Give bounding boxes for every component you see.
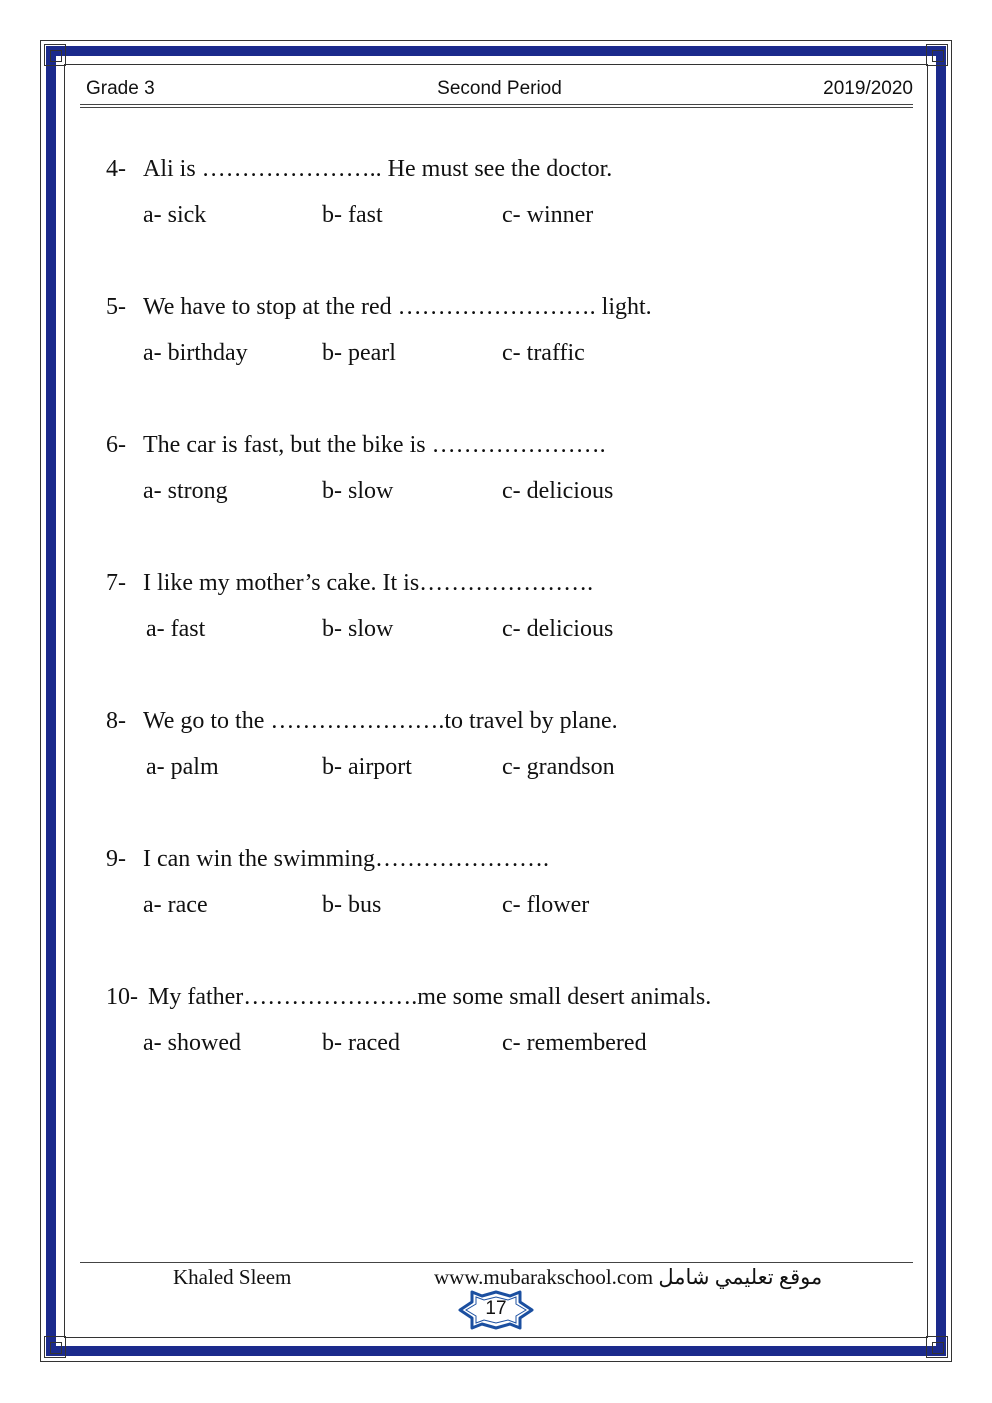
frame-corner-ornament [926,44,948,66]
option-c: c- grandson [502,754,615,780]
option-a: a- strong [143,478,228,504]
option-c: c- delicious [502,478,614,504]
option-b: b- slow [322,616,394,642]
frame-corner-ornament [44,1336,66,1358]
question-number: 4- [106,156,126,182]
header-divider [80,104,913,105]
option-c: c- remembered [502,1030,647,1056]
option-c: c- flower [502,892,590,918]
question-text: Ali is ………………….. He must see the doctor. [143,156,613,182]
question-text: I can win the swimming…………………. [143,846,549,872]
option-a: a- showed [143,1030,241,1056]
option-a: a- birthday [143,340,248,366]
option-a: a- sick [143,202,207,228]
option-c: c- traffic [502,340,585,366]
question-number: 6- [106,432,126,458]
question-text: I like my mother’s cake. It is…………………. [143,570,594,596]
question-text: We go to the ………………….to travel by plane. [143,708,618,734]
question-text: The car is fast, but the bike is …………………. [143,432,606,458]
question-text: We have to stop at the red ……………………. light. [143,294,652,320]
header-year: 2019/2020 [823,78,913,99]
question-number: 5- [106,294,126,320]
question-number: 10- [106,984,138,1010]
footer-divider [80,1262,913,1263]
question-number: 8- [106,708,126,734]
question-text: My father………………….me some small desert animals. [148,984,712,1010]
question-number: 7- [106,570,126,596]
page-number: 17 [485,1298,507,1319]
option-c: c- delicious [502,616,614,642]
option-b: b- slow [322,478,394,504]
option-a: a- fast [146,616,206,642]
option-c: c- winner [502,202,594,228]
page-frame-inner [64,64,928,1338]
question-number: 9- [106,846,126,872]
header-divider [80,107,913,108]
option-b: b- bus [322,892,382,918]
header-period: Second Period [437,78,562,99]
option-b: b- fast [322,202,383,228]
header-grade: Grade 3 [86,78,155,99]
page-number-badge [458,1290,534,1330]
option-a: a- palm [146,754,219,780]
option-b: b- pearl [322,340,396,366]
frame-corner-ornament [926,1336,948,1358]
option-a: a- race [143,892,208,918]
frame-corner-ornament [44,44,66,66]
footer-author: Khaled Sleem [173,1265,292,1289]
footer-website: www.mubarakschool.com موقع تعليمي شامل [434,1265,823,1289]
option-b: b- raced [322,1030,400,1056]
option-b: b- airport [322,754,412,780]
page-header [86,78,913,102]
